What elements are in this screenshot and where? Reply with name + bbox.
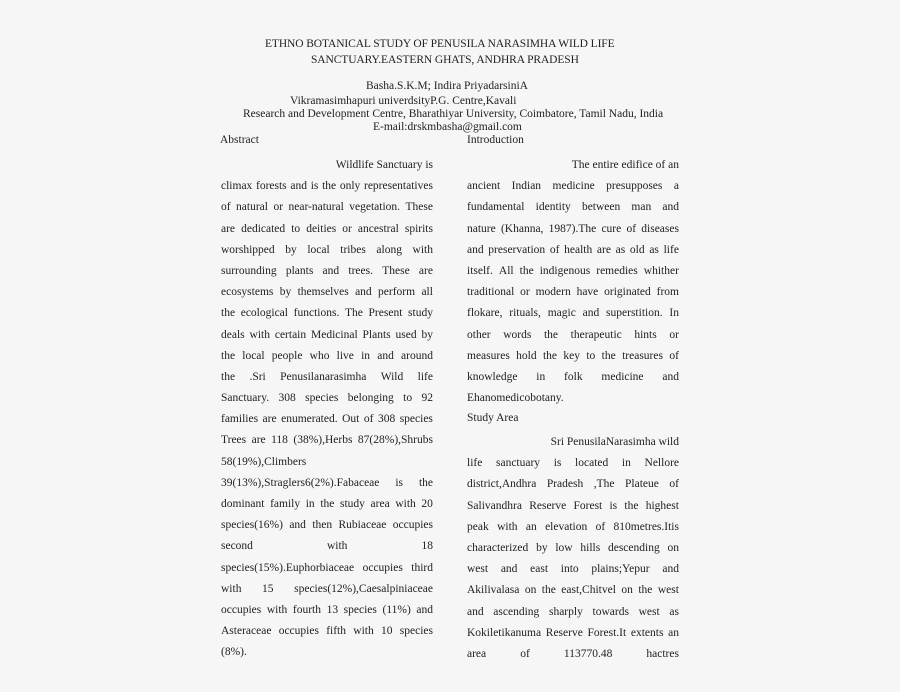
text-line: characterized by low hills descending on xyxy=(467,541,679,554)
text-line: nature (Khanna, 1987).The cure of diseases xyxy=(467,222,679,235)
text-line: peak with an elevation of 810metres.Itis xyxy=(467,520,679,533)
text-line: ecosystems by themselves and perform all xyxy=(221,286,433,299)
text-line: 39(13%),Straglers6(2%).Fabaceae is the xyxy=(221,476,433,489)
affiliation-2: Research and Development Centre, Bharathiyar University, Coimbatore, Tamil Nadu, India xyxy=(243,108,664,120)
text-line: other words the therapeutic hints or xyxy=(467,328,679,341)
text-line: the .Sri Penusilanarasimha Wild life xyxy=(221,370,433,383)
text-line: climax forests and is the only representatives xyxy=(221,180,433,193)
text-line: Wildlife Sanctuary is xyxy=(335,159,433,171)
text-line: Ehanomedicobotany. xyxy=(467,392,564,405)
text-line: with 15 species(12%),Caesalpiniaceae xyxy=(221,582,433,595)
text-line: Kokiletikanuma Reserve Forest.It extents an xyxy=(467,626,679,639)
paper-title-line-2: SANCTUARY.EASTERN GHATS, ANDHRA PRADESH xyxy=(311,54,579,66)
text-line: Sanctuary. 308 species belonging to 92 xyxy=(221,392,433,405)
text-line: are dedicated to deities or ancestral spirits xyxy=(221,222,433,235)
text-line: Sri PenusilaNarasimha wild xyxy=(550,436,679,448)
text-line: 58(19%),Climbers xyxy=(221,455,307,468)
email: E-mail:drskmbasha@gmail.com xyxy=(373,121,522,133)
introduction-heading: Introduction xyxy=(467,134,524,146)
text-line: life sanctuary is located in Nellore xyxy=(467,457,679,470)
text-line: deals with certain Medicinal Plants used by xyxy=(221,328,433,341)
text-line: Akilivalasa on the east,Chitvel on the west xyxy=(467,584,679,597)
text-line: and ascending sharply towards west as xyxy=(467,605,679,618)
text-line: worshipped by local tribes along with xyxy=(221,243,433,256)
text-line: the ecological functions. The Present study xyxy=(221,307,433,320)
paper-title-line-1: ETHNO BOTANICAL STUDY OF PENUSILA NARASIMHA WILD LIFE xyxy=(265,38,615,50)
text-line: surrounding plants and trees. These are xyxy=(221,264,433,277)
text-line: fundamental identity between man and xyxy=(467,201,679,214)
text-line: traditional or modern have originated from xyxy=(467,286,679,299)
text-line: The entire edifice of an xyxy=(571,159,679,171)
study-area-body xyxy=(467,432,679,665)
text-line: ancient Indian medicine presupposes a xyxy=(467,180,679,193)
text-line: district,Andhra Pradesh ,The Plateue of xyxy=(467,478,679,491)
text-line: west and east into plains;Yepur and xyxy=(467,563,679,576)
text-line: occupies with fourth 13 species (11%) and xyxy=(221,603,433,616)
text-line: itself. All the indigenous remedies whither xyxy=(467,264,679,277)
text-line: species(15%).Euphorbiaceae occupies third xyxy=(221,561,433,574)
affiliation-1: Vikramasimhapuri univerdsityP.G. Centre,Kavali xyxy=(290,95,517,107)
text-line: (8%). xyxy=(221,646,247,659)
abstract-body xyxy=(221,155,433,664)
text-line: measures hold the key to the treasures of xyxy=(467,349,679,362)
introduction-body xyxy=(467,155,679,409)
text-line: species(16%) and then Rubiaceae occupies xyxy=(221,519,433,532)
study-area-heading: Study Area xyxy=(467,412,519,424)
text-line: the local people who live in and around xyxy=(221,349,433,362)
text-line: families are enumerated. Out of 308 species xyxy=(221,413,433,426)
text-line: of natural or near-natural vegetation. These xyxy=(221,201,433,214)
text-line: Asteraceae occupies fifth with 10 species xyxy=(221,625,433,638)
text-line: knowledge in folk medicine and xyxy=(467,370,679,383)
abstract-heading: Abstract xyxy=(220,134,259,146)
text-line: Trees are 118 (38%),Herbs 87(28%),Shrubs xyxy=(221,434,433,447)
text-line: dominant family in the study area with 20 xyxy=(221,498,433,510)
text-line: flokare, rituals, magic and superstition. In xyxy=(467,307,679,320)
text-line: Salivandhra Reserve Forest is the highest xyxy=(467,499,679,512)
text-line: area of 113770.48 hactres xyxy=(467,647,679,660)
text-line: second with 18 xyxy=(221,540,433,553)
text-line: and preservation of health are as old as life xyxy=(467,243,679,256)
authors: Basha.S.K.M; Indira PriyadarsiniA xyxy=(366,80,528,92)
